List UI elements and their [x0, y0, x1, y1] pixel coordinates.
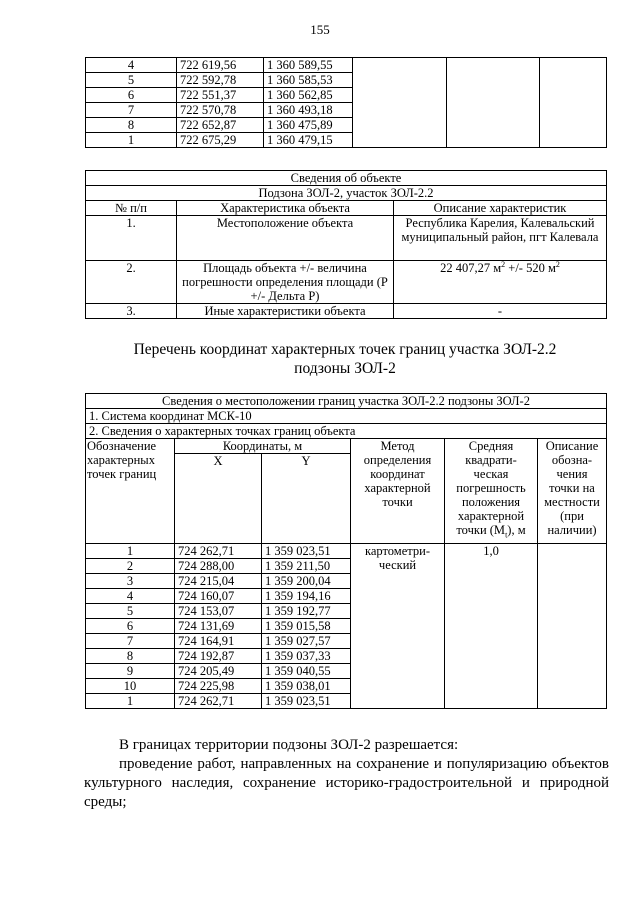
coord-x: 724 205,49 — [175, 664, 262, 679]
row-number: 2. — [86, 261, 177, 304]
table-row — [86, 544, 607, 559]
coord-y: 1 360 589,55 — [264, 58, 353, 73]
empty-cell — [447, 58, 540, 148]
coord-x: 724 288,00 — [175, 559, 262, 574]
coord-x: 724 225,98 — [175, 679, 262, 694]
coord-y: 1 359 200,04 — [262, 574, 351, 589]
error-value: 1,0 — [445, 544, 538, 709]
paragraph-permission: проведение работ, направленных на сохранение и популяризацию объектов культурного наследия, сохранение историко-градостроительной и природной среды; — [84, 756, 609, 810]
empty-cell — [538, 544, 607, 709]
area-value: 22 407,27 м — [440, 261, 502, 275]
characteristic: Иные характеристики объекта — [177, 304, 394, 319]
row-number: 3. — [86, 304, 177, 319]
column-header: Описание характеристик — [394, 201, 607, 216]
coord-x: 724 215,04 — [175, 574, 262, 589]
empty-cell — [540, 58, 607, 148]
coord-x: 724 262,71 — [175, 694, 262, 709]
coord-y: 1 359 015,58 — [262, 619, 351, 634]
coord-x: 724 131,69 — [175, 619, 262, 634]
coord-x: 724 153,07 — [175, 604, 262, 619]
error-header-end: ), м — [507, 523, 526, 537]
method-value: картометри-ческий — [351, 544, 445, 709]
characteristic: Площадь объекта +/- величина погрешности определения площади (Р +/- Дельта Р) — [177, 261, 394, 304]
description: - — [394, 304, 607, 319]
coordinates-header: Координаты, м — [175, 439, 351, 454]
point-number: 2 — [86, 559, 175, 574]
coord-y: 1 359 194,16 — [262, 589, 351, 604]
method-header: Метод определения координат характерной точки — [351, 439, 445, 544]
coord-y: 1 359 023,51 — [262, 544, 351, 559]
point-number: 10 — [86, 679, 175, 694]
coord-y: 1 359 023,51 — [262, 694, 351, 709]
area-error-exponent: 2 — [555, 259, 560, 269]
row-number: 1. — [86, 216, 177, 261]
coord-y: 1 359 027,57 — [262, 634, 351, 649]
coord-y: 1 359 040,55 — [262, 664, 351, 679]
error-header-text: Средняя квадрати-ческая погрешность положения характерной точки (M — [456, 439, 526, 537]
point-number: 1 — [86, 544, 175, 559]
description-header: Описание обозна-чения точки на местности (при наличии) — [538, 439, 607, 544]
coord-y: 1 360 475,89 — [264, 118, 353, 133]
coord-y: 1 360 562,85 — [264, 88, 353, 103]
area-error: +/- 520 м — [505, 261, 556, 275]
designation-header: Обозначение характерных точек границ — [86, 439, 175, 544]
point-number: 1 — [86, 694, 175, 709]
coordinate-system: 1. Система координат МСК-10 — [86, 409, 607, 424]
coord-x: 722 675,29 — [177, 133, 264, 148]
coord-x: 724 160,07 — [175, 589, 262, 604]
coord-x: 724 164,91 — [175, 634, 262, 649]
point-number: 8 — [86, 649, 175, 664]
point-number: 9 — [86, 664, 175, 679]
object-info-table — [85, 170, 607, 319]
description — [394, 261, 607, 304]
coord-y: 1 359 211,50 — [262, 559, 351, 574]
point-number: 3 — [86, 574, 175, 589]
point-number: 7 — [86, 103, 177, 118]
y-header: Y — [262, 454, 351, 544]
section-heading-line1: Перечень координат характерных точек границ участка ЗОЛ-2.2 — [133, 341, 557, 358]
boundary-coordinates-table — [85, 393, 607, 709]
coord-y: 1 360 493,18 — [264, 103, 353, 118]
empty-cell — [353, 58, 447, 148]
error-header-subscript: t — [505, 530, 508, 540]
section-heading-line2: подзоны ЗОЛ-2 — [294, 360, 396, 377]
coord-x: 724 262,71 — [175, 544, 262, 559]
coord-x: 722 570,78 — [177, 103, 264, 118]
coord-y: 1 359 037,33 — [262, 649, 351, 664]
coord-x: 722 619,56 — [177, 58, 264, 73]
point-number: 1 — [86, 133, 177, 148]
point-number: 5 — [86, 604, 175, 619]
coord-x: 724 192,87 — [175, 649, 262, 664]
point-number: 8 — [86, 118, 177, 133]
coord-y: 1 359 192,77 — [262, 604, 351, 619]
table-row — [86, 58, 607, 73]
description: Республика Карелия, Калевальский муниципальный район, пгт Калевала — [394, 216, 607, 261]
coord-x: 722 551,37 — [177, 88, 264, 103]
error-header — [445, 439, 538, 544]
table-title: Сведения о местоположении границ участка ЗОЛ-2.2 подзоны ЗОЛ-2 — [86, 394, 607, 409]
column-header: Характеристика объекта — [177, 201, 394, 216]
coord-y: 1 360 585,53 — [264, 73, 353, 88]
table-row — [86, 304, 607, 319]
x-header: X — [175, 454, 262, 544]
table-title: Сведения об объекте — [86, 171, 607, 186]
paragraph-intro: В границах территории подзоны ЗОЛ-2 разрешается: — [119, 737, 459, 753]
characteristic: Местоположение объекта — [177, 216, 394, 261]
point-number: 7 — [86, 634, 175, 649]
coord-x: 722 592,78 — [177, 73, 264, 88]
point-number: 4 — [86, 58, 177, 73]
point-number: 6 — [86, 88, 177, 103]
coord-y: 1 360 479,15 — [264, 133, 353, 148]
coord-x: 722 652,87 — [177, 118, 264, 133]
area-unit-exponent: 2 — [501, 259, 506, 269]
points-section: 2. Сведения о характерных точках границ объекта — [86, 424, 607, 439]
coord-y: 1 359 038,01 — [262, 679, 351, 694]
table-subtitle: Подзона ЗОЛ-2, участок ЗОЛ-2.2 — [86, 186, 607, 201]
table-row — [86, 261, 607, 304]
point-number: 6 — [86, 619, 175, 634]
column-header: № п/п — [86, 201, 177, 216]
page-number: 155 — [310, 22, 330, 37]
point-number: 4 — [86, 589, 175, 604]
point-number: 5 — [86, 73, 177, 88]
table-row — [86, 216, 607, 261]
coordinates-table-continued — [85, 57, 607, 148]
